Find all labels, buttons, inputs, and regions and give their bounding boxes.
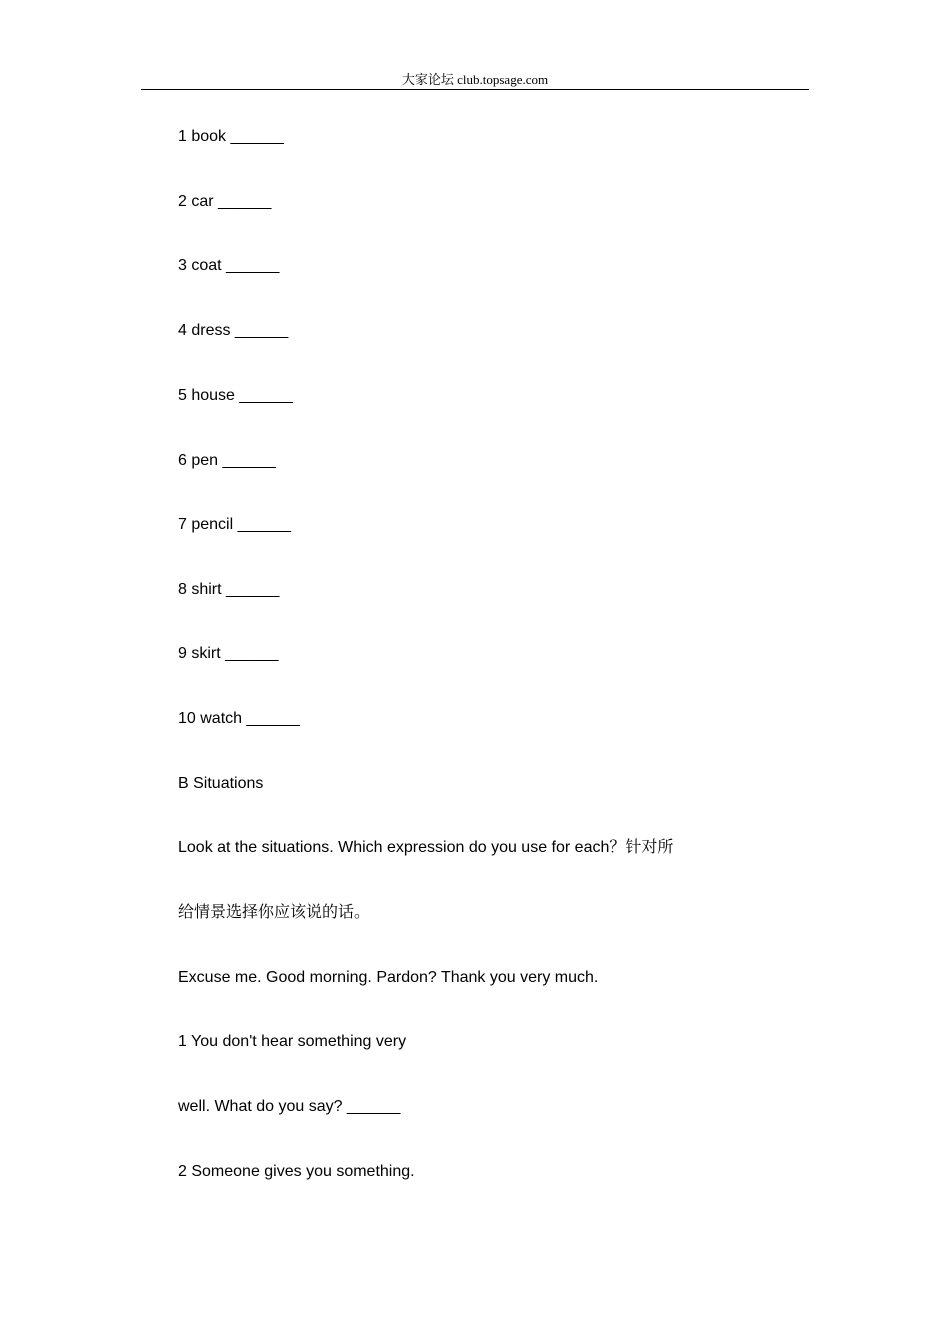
vocab-item-8: 8 shirt ______ <box>178 581 280 598</box>
page-header <box>141 70 809 90</box>
vocab-item-5: 5 house ______ <box>178 387 293 404</box>
instruction-line-1: Look at the situations. Which expression do you use for each？针对所 <box>178 839 674 856</box>
vocab-item-7: 7 pencil ______ <box>178 516 291 533</box>
situation-1-line-2: well. What do you say? ______ <box>178 1098 401 1115</box>
header-text: 大家论坛 club.topsage.com <box>401 72 549 87</box>
vocab-item-1: 1 book ______ <box>178 128 284 145</box>
vocab-item-3: 3 coat ______ <box>178 257 280 274</box>
situation-1-line-1: 1 You don't hear something very <box>178 1033 407 1050</box>
section-heading: B Situations <box>178 775 264 792</box>
vocab-item-9: 9 skirt ______ <box>178 645 279 662</box>
expression-options: Excuse me. Good morning. Pardon? Thank you very much. <box>178 969 599 986</box>
vocab-item-6: 6 pen ______ <box>178 452 276 469</box>
vocab-item-10: 10 watch ______ <box>178 710 300 727</box>
vocab-item-4: 4 dress ______ <box>178 322 289 339</box>
instruction-line-2: 给情景选择你应该说的话。 <box>178 904 371 921</box>
situation-2: 2 Someone gives you something. <box>178 1163 415 1180</box>
vocab-item-2: 2 car ______ <box>178 193 272 210</box>
